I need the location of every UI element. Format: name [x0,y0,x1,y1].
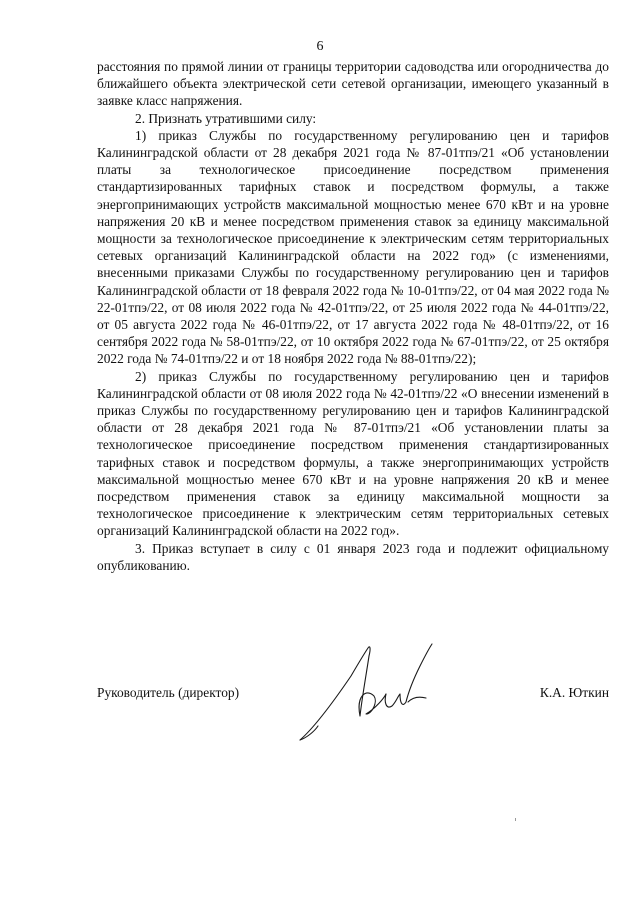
paragraph-item-3: 3. Приказ вступает в силу с 01 января 2023 года и подлежит официальному опубликованию. [97,540,609,573]
paragraph-subitem-1: 1) приказ Службы по государственному регулированию цен и тарифов Калининградской области от 28 декабря 2021 года № 87-01тпэ/21 «Об установлении платы за технологическое присоединение посредством применения стандартизированных тарифных ставок и посредством формулы, а также энергопринимающих устройств максимальной мощностью менее 670 кВт и на уровне напряжения 20 кВ и менее посредством применения ставок за единицу максимальной мощности за технологическое присоединение к электрическим сетям территориальных сетевых организаций Калининградской области на 2022 год» (с изменениями, внесенными приказами Службы по государственному регулированию цен и тарифов Калининградской области от 18 февраля 2022 года № 10-01тпэ/22, от 04 мая 2022 года № 22-01тпэ/22, от 08 июля 2022 года № 42-01тпэ/22, от 25 июля 2022 года № 44-01тпэ/22, от 05 августа 2022 года № 46-01тпэ/22, от 17 августа 2022 года № 48-01тпэ/22, от 16 сентября 2022 года № 58-01тпэ/22, от 10 октября 2022 года № 67-01тпэ/22, от 25 октября 2022 года № 74-01тпэ/22 и от 18 ноября 2022 года № 88-01тпэ/22); [97,127,609,367]
document-body [97,58,609,574]
paragraph-subitem-2: 2) приказ Службы по государственному регулированию цен и тарифов Калининградской области от 08 июля 2022 года № 42-01тпэ/22 «О внесении изменений в приказ Службы по государственному регулированию цен и тарифов Калининградской области от 28 декабря 2021 года № 87-01тпэ/21 «Об установлении платы за технологическое присоединение посредством применения стандартизированных тарифных ставок и посредством формулы, а также энергопринимающих устройств максимальной мощностью менее 670 кВт и на уровне напряжения 20 кВ и менее посредством применения ставок за единицу максимальной мощности за технологическое присоединение к электрическим сетям территориальных сетевых организаций Калининградской области на 2022 год». [97,368,609,539]
paragraph-continuation: расстояния по прямой линии от границы территории садоводства или огородничества до ближайшего объекта электрической сети сетевой организации, имеющего указанный в заявке класс напряжения. [97,59,609,109]
page-number: 6 [316,39,324,54]
signatory-name: К.А. Юткин [539,685,609,700]
paragraph-item-2: 2. Признать утратившими силу: [135,110,317,126]
signature-block [97,684,609,704]
scan-speck [515,818,516,821]
signatory-position: Руководитель (директор) [97,685,240,700]
